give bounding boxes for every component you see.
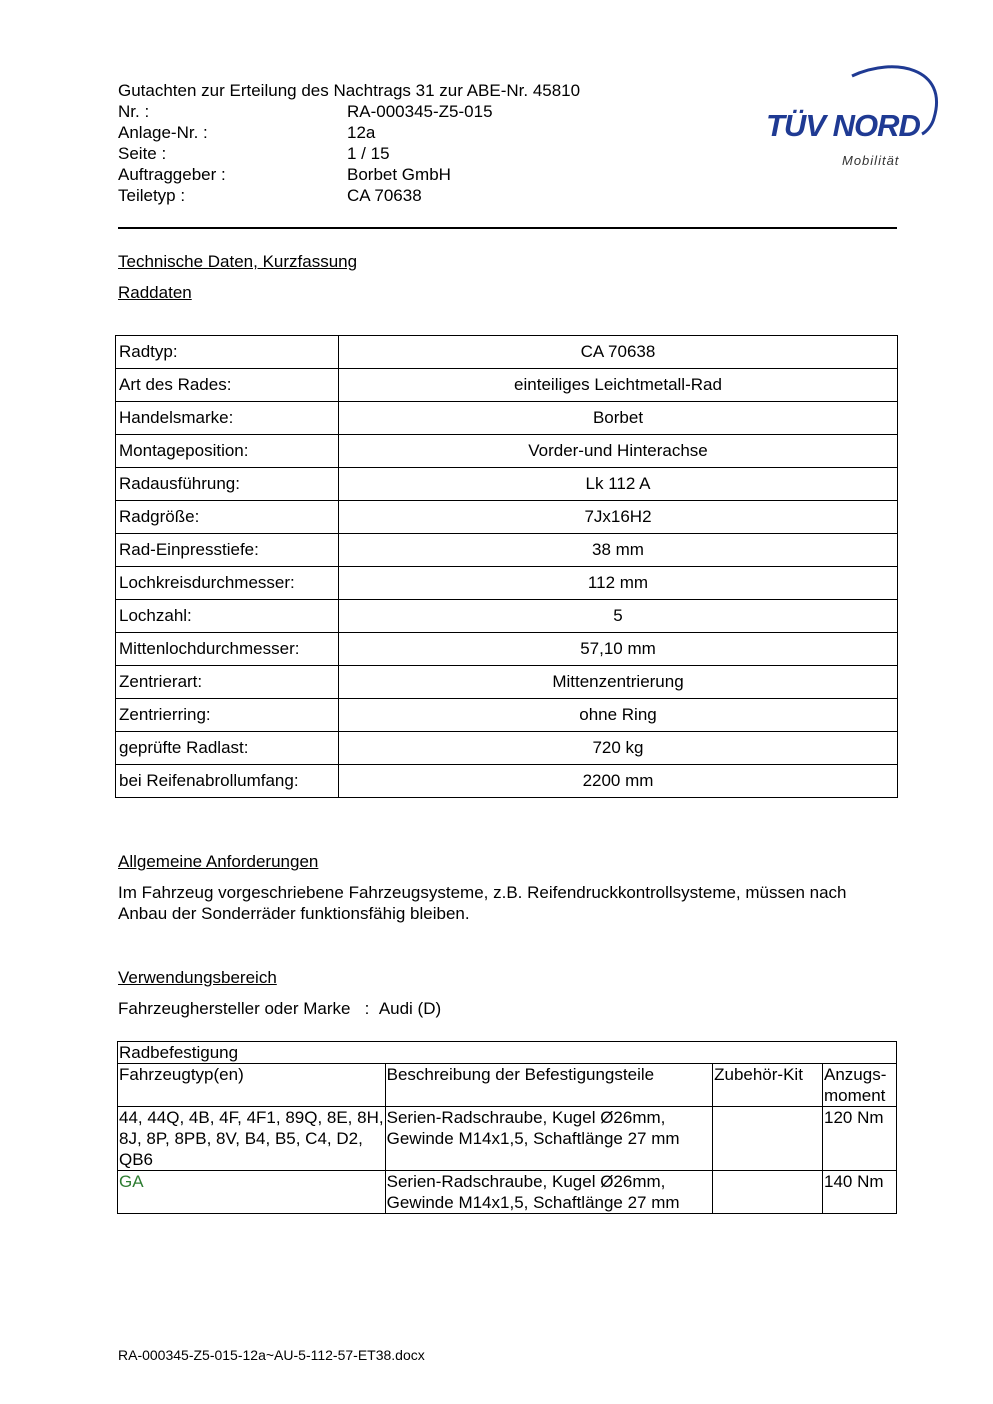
wheel-attr-value: 5 [339,600,898,633]
logo-text: TÜV NORD [766,108,920,143]
header-field: Teiletyp : CA 70638 [118,186,422,205]
torque-cell: 120 Nm [823,1107,897,1171]
wheel-attr-value: 57,10 mm [339,633,898,666]
col-header-torque: Anzugs- moment [823,1064,897,1107]
table-row [118,1107,897,1171]
wheel-attr-label: Zentrierart: [116,666,339,699]
table-row [116,369,898,402]
manufacturer-line [118,998,888,1019]
wheel-attr-value: 2200 mm [339,765,898,798]
table-row [116,534,898,567]
wheel-attr-label: geprüfte Radlast: [116,732,339,765]
wheel-attr-label: Radgröße: [116,501,339,534]
header-field: Anlage-Nr. : 12a [118,123,376,142]
wheel-attr-value: 112 mm [339,567,898,600]
table-row [116,633,898,666]
section-title-tech: Technische Daten, Kurzfassung [118,252,358,271]
section-title-usage: Verwendungsbereich [118,968,277,987]
wheel-attr-label: Art des Rades: [116,369,339,402]
table-row [116,765,898,798]
wheel-attr-value: 7Jx16H2 [339,501,898,534]
mounting-caption: Radbefestigung [118,1042,897,1064]
wheel-attr-value: Borbet [339,402,898,435]
wheel-attr-label: Lochzahl: [116,600,339,633]
logo-subtitle: Mobilität [842,153,900,168]
document-header [118,80,580,206]
footer-filename: RA-000345-Z5-015-12a~AU-5-112-57-ET38.docx [118,1347,425,1363]
header-field: Nr. : RA-000345-Z5-015 [118,102,493,121]
wheel-attr-value: Mittenzentrierung [339,666,898,699]
wheel-attr-label: Radtyp: [116,336,339,369]
wheel-attr-value: einteiliges Leichtmetall-Rad [339,369,898,402]
general-requirements-text: Im Fahrzeug vorgeschriebene Fahrzeugsysteme, z.B. Reifendruckkontrollsysteme, müssen nach Anbau der Sonderräder funktionsfähig bleiben. [118,883,847,923]
kit-cell [713,1171,823,1214]
kit-cell [713,1107,823,1171]
table-row [116,699,898,732]
wheel-attr-label: Mittenlochdurchmesser: [116,633,339,666]
wheel-attr-value: Lk 112 A [339,468,898,501]
torque-cell: 140 Nm [823,1171,897,1214]
col-header-types: Fahrzeugtyp(en) [118,1064,386,1107]
section-title-general: Allgemeine Anforderungen [118,852,319,871]
header-field: Auftraggeber : Borbet GmbH [118,165,451,184]
header-field: Seite : 1 / 15 [118,144,390,163]
manufacturer-value: Audi (D) [378,999,442,1018]
fastener-desc-cell: Serien-Radschraube, Kugel Ø26mm, Gewinde M14x1,5, Schaftlänge 27 mm [385,1171,712,1214]
table-row [116,732,898,765]
wheel-attr-label: Lochkreisdurchmesser: [116,567,339,600]
wheel-attr-label: Zentrierring: [116,699,339,732]
header-rule [118,227,897,229]
vehicle-types-cell: 44, 44Q, 4B, 4F, 4F1, 89Q, 8E, 8H, 8J, 8P, 8PB, 8V, B4, B5, C4, D2, QB6 [119,1108,384,1169]
table-row [116,600,898,633]
table-row [116,501,898,534]
wheel-attr-label: Rad-Einpresstiefe: [116,534,339,567]
wheel-attr-label: Montageposition: [116,435,339,468]
tuv-nord-logo [764,58,944,173]
manufacturer-sep: : [364,999,370,1018]
table-row [116,435,898,468]
table-row [116,666,898,699]
vehicle-types-cell: GA [118,1171,386,1214]
wheel-attr-value: 38 mm [339,534,898,567]
wheel-attr-value: CA 70638 [339,336,898,369]
wheel-attr-label: Handelsmarke: [116,402,339,435]
col-header-kit: Zubehör-Kit [713,1064,823,1107]
wheel-attr-label: bei Reifenabrollumfang: [116,765,339,798]
col-header-desc: Beschreibung der Befestigungsteile [385,1064,712,1107]
fastener-desc-cell: Serien-Radschraube, Kugel Ø26mm, Gewinde M14x1,5, Schaftlänge 27 mm [385,1107,712,1171]
section-title-wheel: Raddaten [118,283,192,302]
table-row [116,468,898,501]
table-row [116,402,898,435]
wheel-attr-value: 720 kg [339,732,898,765]
table-row [118,1171,897,1214]
wheel-attr-value: Vorder-und Hinterachse [339,435,898,468]
manufacturer-label: Fahrzeughersteller oder Marke [118,999,351,1018]
mounting-table [117,1041,897,1214]
wheel-attr-label: Radausführung: [116,468,339,501]
wheel-data-table [115,335,898,798]
table-row [116,336,898,369]
table-row [116,567,898,600]
wheel-attr-value: ohne Ring [339,699,898,732]
document-title: Gutachten zur Erteilung des Nachtrags 31 zur ABE-Nr. 45810 [118,81,581,100]
